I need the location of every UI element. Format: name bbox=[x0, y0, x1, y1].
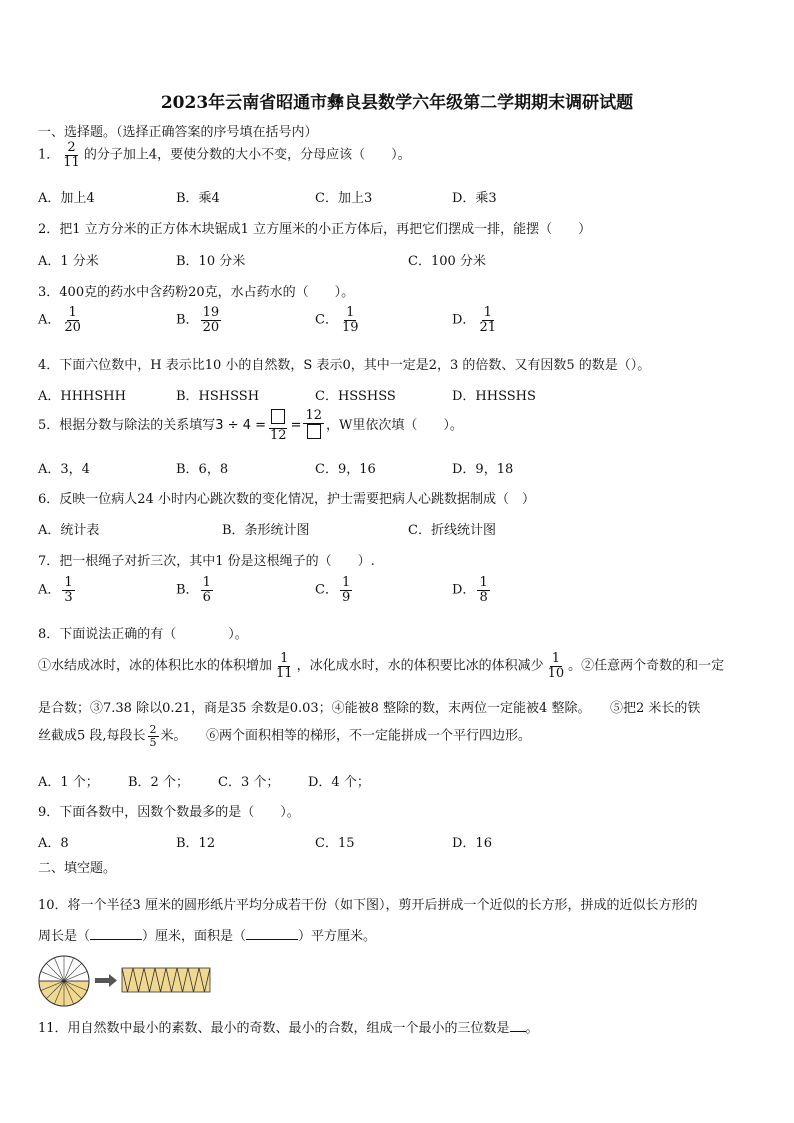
answer-blank[interactable] bbox=[90, 927, 142, 940]
option: A．HHHSHH bbox=[38, 389, 126, 404]
question-3: 3．400克的药水中含药粉20克，水占药水的（ ）。 bbox=[38, 285, 355, 300]
option: A．加上4 bbox=[38, 191, 95, 206]
option: A．1 分米 bbox=[38, 254, 99, 269]
question-10: 10．将一个半径3 厘米的圆形纸片平均分成若干份（如下图），剪开后拼成一个近似的长方形，拼成的近似长方形的 bbox=[38, 898, 698, 913]
option: A．3，4 bbox=[38, 462, 90, 477]
question-8: 8．下面说法正确的有（ ）。 bbox=[38, 627, 248, 642]
question-11: 11．用自然数中最小的素数、最小的奇数、最小的合数，组成一个最小的三位数是 。 bbox=[38, 1021, 539, 1036]
section-heading-choice: 一、选择题。（选择正确答案的序号填在括号内） bbox=[38, 125, 318, 140]
option: D． $\frac{1}{21}$ bbox=[452, 305, 496, 335]
question-4: 4．下面六位数中，H 表示比10 小的自然数，S 表示0，其中一定是2，3 的倍数、又有因数5 的数是（）。 bbox=[38, 358, 651, 373]
option: D．HHSSHS bbox=[452, 389, 536, 404]
option: D．4 个； bbox=[308, 775, 370, 790]
answer-blank[interactable] bbox=[246, 927, 298, 940]
option: A． $\frac{1}{3}$ bbox=[38, 575, 73, 605]
blank-box bbox=[307, 424, 321, 439]
option: A．统计表 bbox=[38, 523, 100, 538]
option: C．9，16 bbox=[315, 462, 376, 477]
option: C．15 bbox=[315, 836, 355, 851]
option: D．乘3 bbox=[452, 191, 497, 206]
option: C．100 分米 bbox=[408, 254, 486, 269]
page-title: 2023年云南省昭通市彝良县数学六年级第二学期期末调研试题 bbox=[160, 93, 634, 113]
option: B． $\frac{1}{6}$ bbox=[176, 575, 211, 605]
option: B．10 分米 bbox=[176, 254, 246, 269]
zigzag-rectangle-icon bbox=[122, 968, 210, 992]
option: B． $\frac{19}{20}$ bbox=[176, 305, 220, 335]
option: D．9，18 bbox=[452, 462, 514, 477]
question-7: 7．把一根绳子对折三次，其中1 份是这根绳子的（ ）. bbox=[38, 554, 375, 569]
option: B．HSHSSH bbox=[176, 389, 260, 404]
question-9: 9．下面各数中，因数个数最多的是（ ）。 bbox=[38, 805, 300, 820]
option: C． $\frac{1}{9}$ bbox=[315, 575, 351, 605]
blank-box bbox=[271, 409, 285, 424]
option: C． $\frac{1}{19}$ bbox=[315, 305, 359, 335]
circle-to-rectangle-figure bbox=[36, 953, 216, 1009]
question-2: 2．把1 立方分米的正方体木块锯成1 立方厘米的小正方体后，再把它们摆成一排，能摆（ ） bbox=[38, 222, 592, 237]
option: C．3 个； bbox=[218, 775, 280, 790]
option: C．折线统计图 bbox=[408, 523, 496, 538]
fraction: $\frac{2}{11}$ bbox=[63, 140, 80, 170]
statement-line: 丝截成5 段,每段长 $\frac{2}{5}$ 米。 ⑥两个面积相等的梯形，不一定能拼成一个平行四边形。 bbox=[38, 723, 532, 749]
option: B．条形统计图 bbox=[222, 523, 310, 538]
option: B．2 个； bbox=[128, 775, 189, 790]
question-10-line2: 周长是（ ）厘米，面积是（ ）平方厘米。 bbox=[38, 929, 377, 944]
question-6: 6．反映一位病人24 小时内心跳次数的变化情况，护士需要把病人心跳数据制成（ ） bbox=[38, 492, 535, 507]
option: A．8 bbox=[38, 836, 69, 851]
option: C．HSSHSS bbox=[315, 389, 396, 404]
option: A．1 个； bbox=[38, 775, 99, 790]
statement-line: ①水结成冰时，冰的体积比水的体积增加 $\frac{1}{11}$ ，冰化成水时，水的体积要比冰的体积减少 $\frac{1}{10}$ 。②任意两个奇数的和一定 bbox=[38, 651, 725, 681]
option: B．12 bbox=[176, 836, 216, 851]
question-1: 1． $\frac{2}{11}$ 的分子加上4，要使分数的大小不变，分母应该（ ）。 bbox=[38, 140, 411, 170]
divided-circle-icon bbox=[39, 956, 89, 1006]
option: A． $\frac{1}{20}$ bbox=[38, 305, 81, 335]
section-heading-fill: 二、填空题。 bbox=[38, 861, 117, 876]
option: C．加上3 bbox=[315, 191, 373, 206]
question-5: 5．根据分数与除法的关系填写3 ÷ 4 = 12 = 12 ，W里依次填（ ）。 bbox=[38, 408, 463, 443]
statement-line: 是合数；③7.38 除以0.21，商是35 余数是0.03；④能被8 整除的数，末两位一定能被4 整除。 ⑤把2 米长的铁 bbox=[38, 701, 701, 716]
option: D． $\frac{1}{8}$ bbox=[452, 575, 488, 605]
answer-blank[interactable] bbox=[510, 1019, 526, 1032]
arrow-right-icon bbox=[95, 974, 117, 987]
option: B．6，8 bbox=[176, 462, 229, 477]
option: B．乘4 bbox=[176, 191, 220, 206]
option: D．16 bbox=[452, 836, 492, 851]
